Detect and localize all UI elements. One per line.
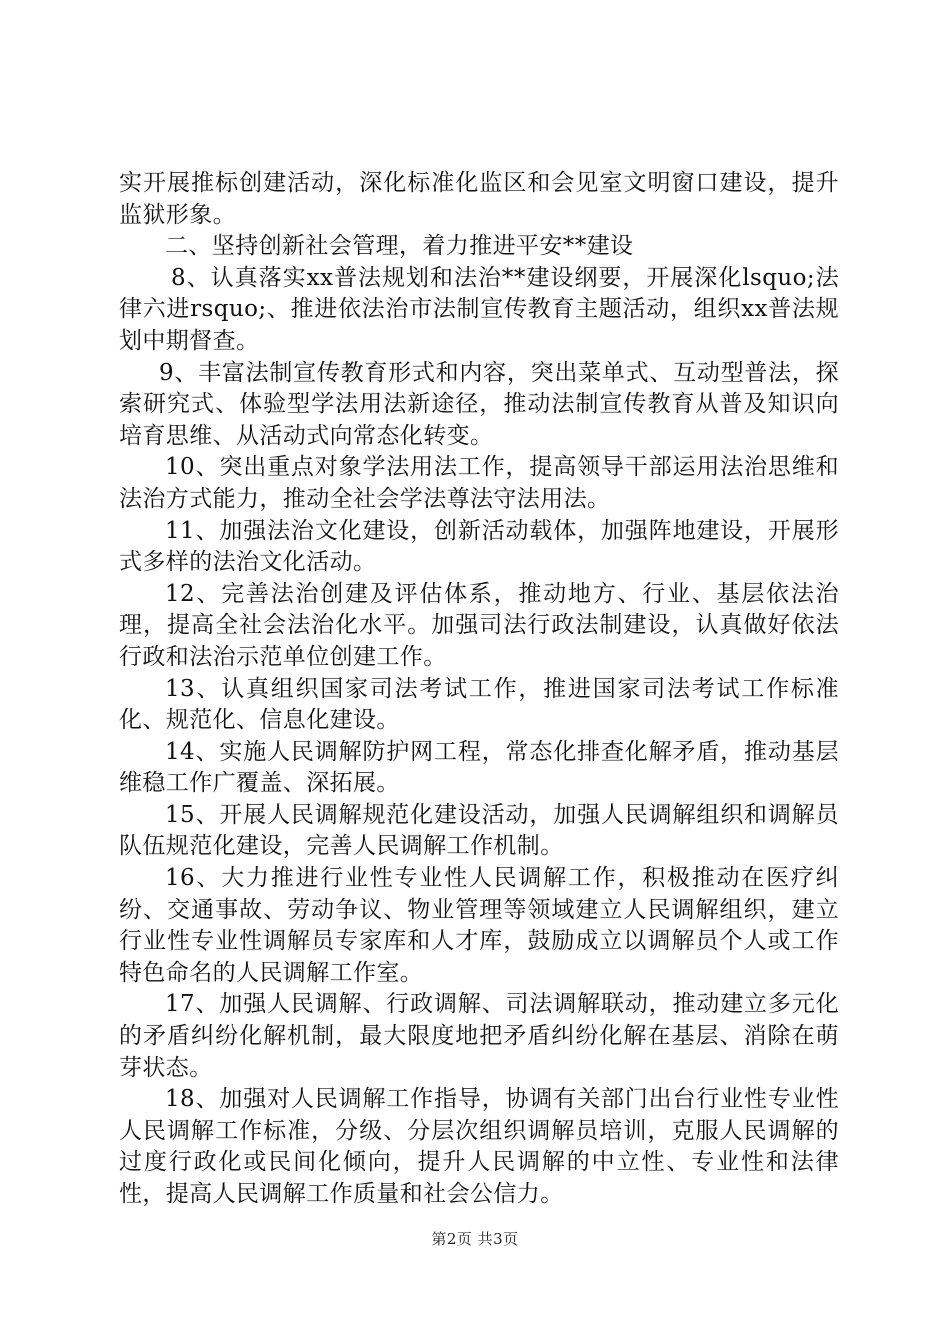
page-number-footer: 第2页 共3页 [431, 1230, 519, 1248]
paragraph-item-13: 13、认真组织国家司法考试工作，推进国家司法考试工作标准化、规范化、信息化建设。 [119, 675, 839, 734]
paragraph-continuation: 实开展推标创建活动，深化标准化监区和会见室文明窗口建设，提升监狱形象。 [119, 170, 839, 228]
section-heading: 二、坚持创新社会管理，着力推进平安**建设 [165, 233, 634, 260]
paragraph-item-11: 11、加强法治文化建设，创新活动载体，加强阵地建设，开展形式多样的法治文化活动。 [119, 517, 839, 576]
paragraph-item-8: 8、认真落实xx普法规划和法治**建设纲要，开展深化lsquo;法律六进rsquo;、推进依法治市法制宣传教育主题活动，组织xx普法规划中期督查。 [119, 264, 839, 354]
document-body [119, 168, 839, 1211]
paragraph-item-10: 10、突出重点对象学法用法工作，提高领导干部运用法治思维和法治方式能力，推动全社会学法尊法守法用法。 [119, 454, 839, 512]
paragraph-item-17: 17、加强人民调解、行政调解、司法调解联动，推动建立多元化的矛盾纠纷化解机制，最大限度地把矛盾纠纷化解在基层、消除在萌芽状态。 [119, 991, 839, 1081]
paragraph-item-18: 18、加强对人民调解工作指导，协调有关部门出台行业性专业性人民调解工作标准，分级、分层次组织调解员培训，克服人民调解的过度行政化或民间化倾向，提升人民调解的中立性、专业性和法律性，提高人民调解工作质量和社会公信力。 [119, 1086, 839, 1207]
paragraph-item-16: 16、大力推进行业性专业性人民调解工作，积极推动在医疗纠纷、交通事故、劳动争议、物业管理等领域建立人民调解组织，建立行业性专业性调解员专家库和人才库，鼓励成立以调解员个人或工作特色命名的人民调解工作室。 [119, 865, 839, 986]
paragraph-item-9: 9、丰富法制宣传教育形式和内容，突出菜单式、互动型普法，探索研究式、体验型学法用法新途径，推动法制宣传教育从普及知识向培育思维、从活动式向常态化转变。 [119, 359, 839, 449]
paragraph-item-14: 14、实施人民调解防护网工程，常态化排查化解矛盾，推动基层维稳工作广覆盖、深拓展。 [119, 738, 839, 797]
paragraph-item-15: 15、开展人民调解规范化建设活动，加强人民调解组织和调解员队伍规范化建设，完善人民调解工作机制。 [119, 801, 839, 860]
paragraph-item-12: 12、完善法治创建及评估体系，推动地方、行业、基层依法治理，提高全社会法治化水平。加强司法行政法制建设，认真做好依法行政和法治示范单位创建工作。 [119, 580, 839, 670]
